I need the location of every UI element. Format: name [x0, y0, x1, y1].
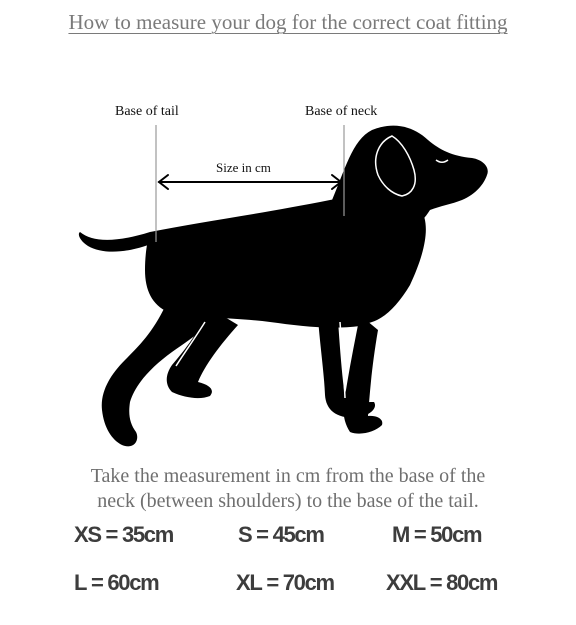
size-value: 35cm — [121, 522, 174, 547]
instruction-text — [30, 464, 546, 514]
size-entry-xxl: XXL = 80cm — [386, 570, 498, 595]
size-code: M — [392, 522, 410, 547]
label-size-in-cm: Size in cm — [216, 160, 271, 175]
size-arrow-icon — [159, 175, 341, 189]
instruction-line-1: Take the measurement in cm from the base of the — [90, 465, 486, 487]
size-chart — [0, 518, 576, 608]
instruction-line-2: neck (between shoulders) to the base of the tail. — [97, 490, 479, 512]
size-entry-xl: XL = 70cm — [236, 570, 334, 595]
label-base-of-neck: Base of neck — [305, 104, 378, 119]
size-value: 45cm — [272, 522, 324, 547]
size-code: XS — [74, 522, 101, 547]
size-entry-xs: XS = 35cm — [74, 522, 174, 547]
size-value: 50cm — [430, 522, 482, 547]
size-entry-l: L = 60cm — [74, 570, 159, 595]
size-code: XXL — [386, 570, 425, 595]
size-value: 60cm — [107, 570, 159, 595]
label-base-of-tail: Base of tail — [115, 104, 179, 119]
dog-silhouette-icon — [79, 126, 488, 447]
size-code: L — [74, 570, 87, 595]
page-title: How to measure your dog for the correct coat fitting — [68, 10, 508, 34]
size-entry-s: S = 45cm — [238, 522, 324, 547]
size-code: S — [238, 522, 252, 547]
size-value: 80cm — [446, 570, 498, 595]
size-code: XL — [236, 570, 262, 595]
dog-measurement-diagram — [0, 95, 576, 465]
size-value: 70cm — [282, 570, 334, 595]
size-entry-m: M = 50cm — [392, 522, 482, 547]
